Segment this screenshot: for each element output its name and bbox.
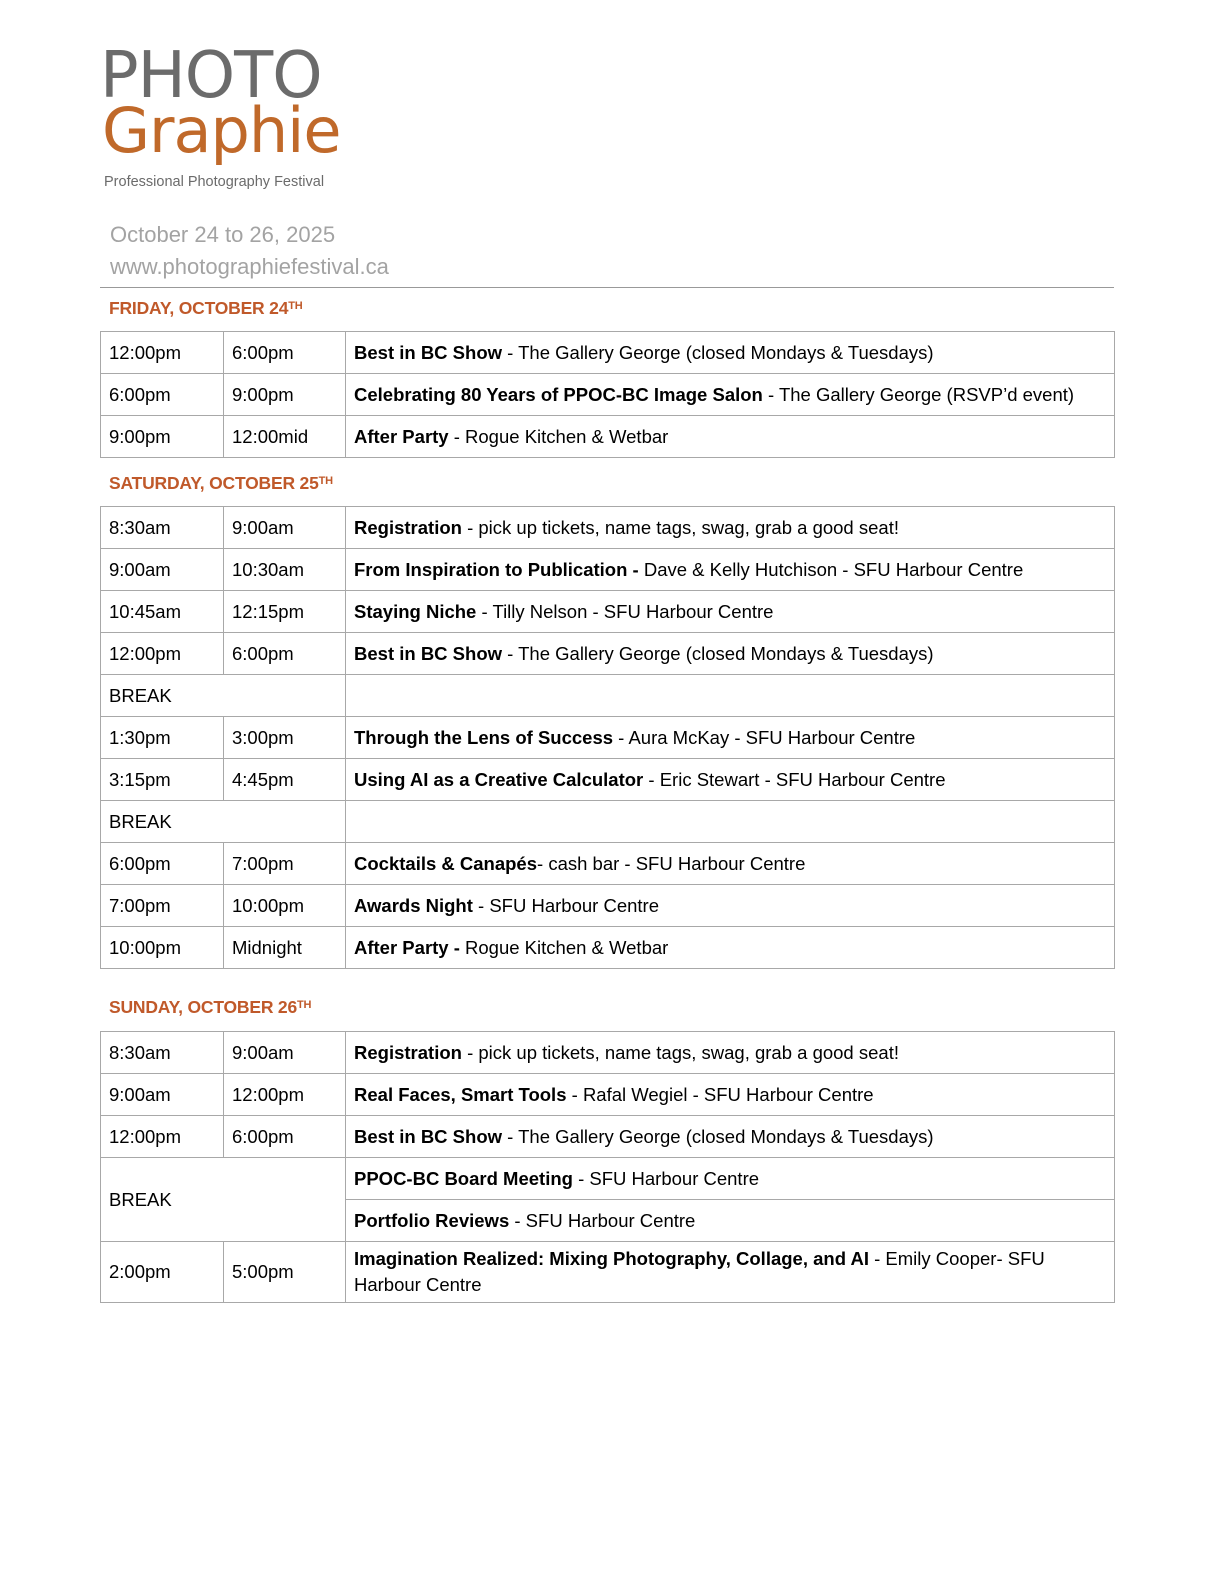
end-time: 9:00pm [224,374,346,416]
end-time: 6:00pm [224,633,346,675]
start-time: 6:00pm [101,843,224,885]
empty-cell [346,675,1115,717]
start-time: 8:30am [101,1032,224,1074]
event-title: Registration [354,516,462,538]
start-time: 8:30am [101,507,224,549]
event-title: Registration [354,1041,462,1063]
event-description [346,549,1115,591]
day-heading-friday [109,298,303,319]
event-title: Celebrating 80 Years of PPOC-BC Image Salon [354,383,763,405]
event-description [346,591,1115,633]
schedule-table-sunday [100,1031,1115,1303]
logo-graphie-text: Graphie [102,94,341,167]
event-detail: - The Gallery George (closed Mondays & Tuesdays) [502,341,934,363]
schedule-table-saturday [100,506,1115,969]
logo-photo-text: PHOTO [100,39,322,113]
header-divider [100,287,1114,288]
event-description [346,507,1115,549]
event-description [346,416,1115,458]
day-heading-text: SUNDAY, OCTOBER 26 [109,997,297,1017]
event-detail: - Tilly Nelson - SFU Harbour Centre [476,600,774,622]
event-title: After Party - [354,936,460,958]
event-detail: - The Gallery George (closed Mondays & Tuesdays) [502,1125,934,1147]
table-row [101,1074,1115,1116]
event-detail: - The Gallery George (closed Mondays & Tuesdays) [502,642,934,664]
event-detail: - Emily Cooper- SFU Harbour Centre [354,1248,1045,1295]
event-title: Best in BC Show [354,1125,503,1147]
event-title: Cocktails & Canapés [354,852,538,874]
event-description [346,1032,1115,1074]
event-detail: - Aura McKay - SFU Harbour Centre [613,726,916,748]
event-detail: - Rogue Kitchen & Wetbar [448,425,669,447]
start-time: 2:00pm [101,1242,224,1303]
start-time: 12:00pm [101,633,224,675]
event-detail: - Rafal Wegiel - SFU Harbour Centre [566,1083,874,1105]
break-label: BREAK [101,801,346,843]
event-description [346,1074,1115,1116]
end-time: 7:00pm [224,843,346,885]
day-heading-sunday [109,997,311,1018]
table-row [101,633,1115,675]
end-time: 9:00am [224,507,346,549]
event-detail: - pick up tickets, name tags, swag, grab a good seat! [461,1041,899,1063]
event-detail: - cash bar - SFU Harbour Centre [537,852,806,874]
event-description [346,633,1115,675]
end-time: 6:00pm [224,1116,346,1158]
table-row [101,507,1115,549]
start-time: 10:00pm [101,927,224,969]
table-row [101,591,1115,633]
event-description [346,1242,1115,1303]
event-detail: - pick up tickets, name tags, swag, grab a good seat! [461,516,899,538]
event-description [346,759,1115,801]
end-time: 10:30am [224,549,346,591]
break-row [101,801,1115,843]
empty-cell [346,801,1115,843]
table-row [101,927,1115,969]
end-time: 9:00am [224,1032,346,1074]
start-time: 12:00pm [101,332,224,374]
start-time: 3:15pm [101,759,224,801]
day-heading-suffix: TH [297,999,312,1011]
event-title: PPOC-BC Board Meeting [354,1167,573,1189]
end-time: 3:00pm [224,717,346,759]
end-time: 5:00pm [224,1242,346,1303]
event-detail: Rogue Kitchen & Wetbar [459,936,669,958]
day-heading-text: SATURDAY, OCTOBER 25 [109,473,319,493]
event-title: Real Faces, Smart Tools [354,1083,567,1105]
event-description [346,843,1115,885]
start-time: 9:00am [101,549,224,591]
end-time: 10:00pm [224,885,346,927]
start-time: 7:00pm [101,885,224,927]
table-row [101,549,1115,591]
event-description [346,1200,1115,1242]
table-row [101,1116,1115,1158]
event-title: Through the Lens of Success [354,726,614,748]
end-time: 4:45pm [224,759,346,801]
end-time: 12:00pm [224,1074,346,1116]
event-title: After Party [354,425,449,447]
table-row [101,374,1115,416]
event-detail: Dave & Kelly Hutchison - SFU Harbour Centre [638,558,1024,580]
event-description [346,927,1115,969]
table-row [101,1032,1115,1074]
start-time: 12:00pm [101,1116,224,1158]
day-heading-saturday [109,473,333,494]
end-time: 6:00pm [224,332,346,374]
start-time: 9:00pm [101,416,224,458]
event-description [346,717,1115,759]
event-description [346,374,1115,416]
event-description [346,332,1115,374]
table-row [101,1242,1115,1303]
start-time: 1:30pm [101,717,224,759]
event-title: Portfolio Reviews [354,1209,510,1231]
logo-tagline: Professional Photography Festival [104,174,325,190]
table-row [101,717,1115,759]
start-time: 10:45am [101,591,224,633]
event-title: Staying Niche [354,600,477,622]
event-info [110,219,389,283]
event-description [346,1158,1115,1200]
event-detail: - SFU Harbour Centre [509,1209,696,1231]
day-heading-suffix: TH [318,475,333,487]
event-title: From Inspiration to Publication - [354,558,639,580]
table-row [101,843,1115,885]
table-row [101,416,1115,458]
break-row [101,675,1115,717]
start-time: 9:00am [101,1074,224,1116]
event-title: Best in BC Show [354,341,503,363]
event-title: Awards Night [354,894,473,916]
event-detail: - Eric Stewart - SFU Harbour Centre [643,768,946,790]
schedule-table-friday [100,331,1115,458]
event-detail: - SFU Harbour Centre [472,894,659,916]
event-detail: - The Gallery George (RSVP’d event) [762,383,1075,405]
end-time: 12:00mid [224,416,346,458]
end-time: Midnight [224,927,346,969]
event-title: Imagination Realized: Mixing Photography, Collage, and AI [354,1248,869,1269]
table-row [101,759,1115,801]
end-time: 12:15pm [224,591,346,633]
break-row [101,1158,1115,1200]
event-website[interactable]: www.photographiefestival.ca [110,254,389,279]
day-heading-suffix: TH [288,300,303,312]
table-row [101,885,1115,927]
event-detail: - SFU Harbour Centre [572,1167,760,1189]
break-label: BREAK [101,675,346,717]
table-row [101,332,1115,374]
event-title: Using AI as a Creative Calculator [354,768,644,790]
start-time: 6:00pm [101,374,224,416]
break-label: BREAK [101,1158,346,1242]
event-dates: October 24 to 26, 2025 [110,222,336,247]
event-description [346,885,1115,927]
event-title: Best in BC Show [354,642,503,664]
day-heading-text: FRIDAY, OCTOBER 24 [109,298,289,318]
event-description [346,1116,1115,1158]
